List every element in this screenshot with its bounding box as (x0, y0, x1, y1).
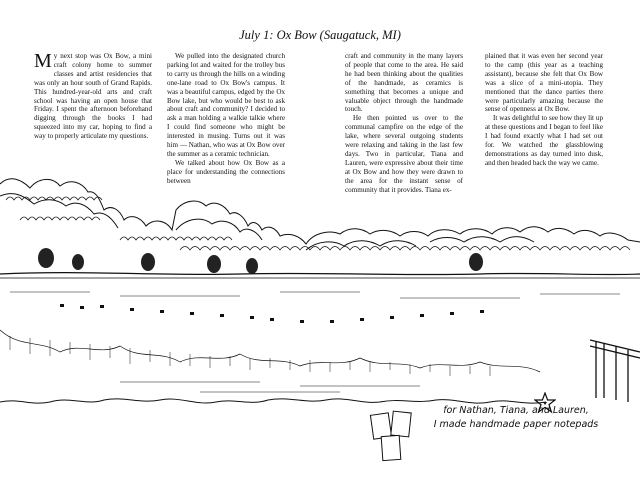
handwritten-note (416, 404, 616, 432)
paragraph: plained that it was even her second year to the camp (this year as a teaching assistant), because she felt that Ox Bow was a slice of a mini-utopia. They mentioned that the dance parties there were particularly amazing because the sense of openness at Ox Bow. (485, 52, 603, 114)
paragraph (34, 52, 152, 141)
notepads-drawing (368, 408, 418, 464)
note-line: I made handmade paper notepads (433, 419, 599, 430)
paragraph: We pulled into the designated church parking lot and waited for the trolley bus to carry us through the hills on a winding one-lane road to Ox Bow's campus. It was a beautiful campus, edged by the Ox Bow lake, but who would be best to ask about craft and community? I decided to ask a man holding a walkie talkie where I could find someone who might be interested in musing. Turns out it was him — Nathan, who was at Ox Bow over the summer as a ceramic technician. (167, 52, 285, 158)
paragraph: craft and community in the many layers of people that come to the area. He said he had been thinking about the qualities of the handmade, as ceramics is something that becomes a unique and valuable object through the handmade touch. (345, 52, 463, 114)
drop-cap: M (34, 50, 52, 72)
lake-illustration (0, 170, 640, 430)
treeline (0, 179, 640, 244)
text-column-4 (485, 52, 603, 168)
text-column-1 (34, 52, 152, 141)
paragraph: We talked about how Ox Bow as a place for understanding the connections between (167, 158, 285, 185)
text-column-2 (167, 52, 285, 186)
paragraph-text: y next stop was Ox Bow, a mini craft colony home to summer classes and artist residencies that was only an hour south of Grand Rapids. This hundred-year-old arts and craft school was having an open house that Friday. I spent the afternoon beforehand digging through the books I had squeezed into my car, hoping to find a way to properly articulate my questions. (34, 52, 152, 141)
page-title: July 1: Ox Bow (Saugatuck, MI) (239, 28, 401, 42)
paragraph: He then pointed us over to the communal campfire on the edge of the lake, where several outgoing students were relaxing and taking in the last few days. Two in particular, Tiana and Lauren, were expressive about their time at Ox Bow and how they were drawn to the area for the instant sense of community that it provides. Tiana ex- (345, 114, 463, 194)
paragraph: It was delightful to see how they lit up at these questions and I began to feel like I had found exactly what I had set out for. We watched the glassblowing demonstrations as day turned into dusk, and then headed back the way we came. (485, 114, 603, 167)
note-line: for Nathan, Tiana, and Lauren, (443, 405, 589, 416)
